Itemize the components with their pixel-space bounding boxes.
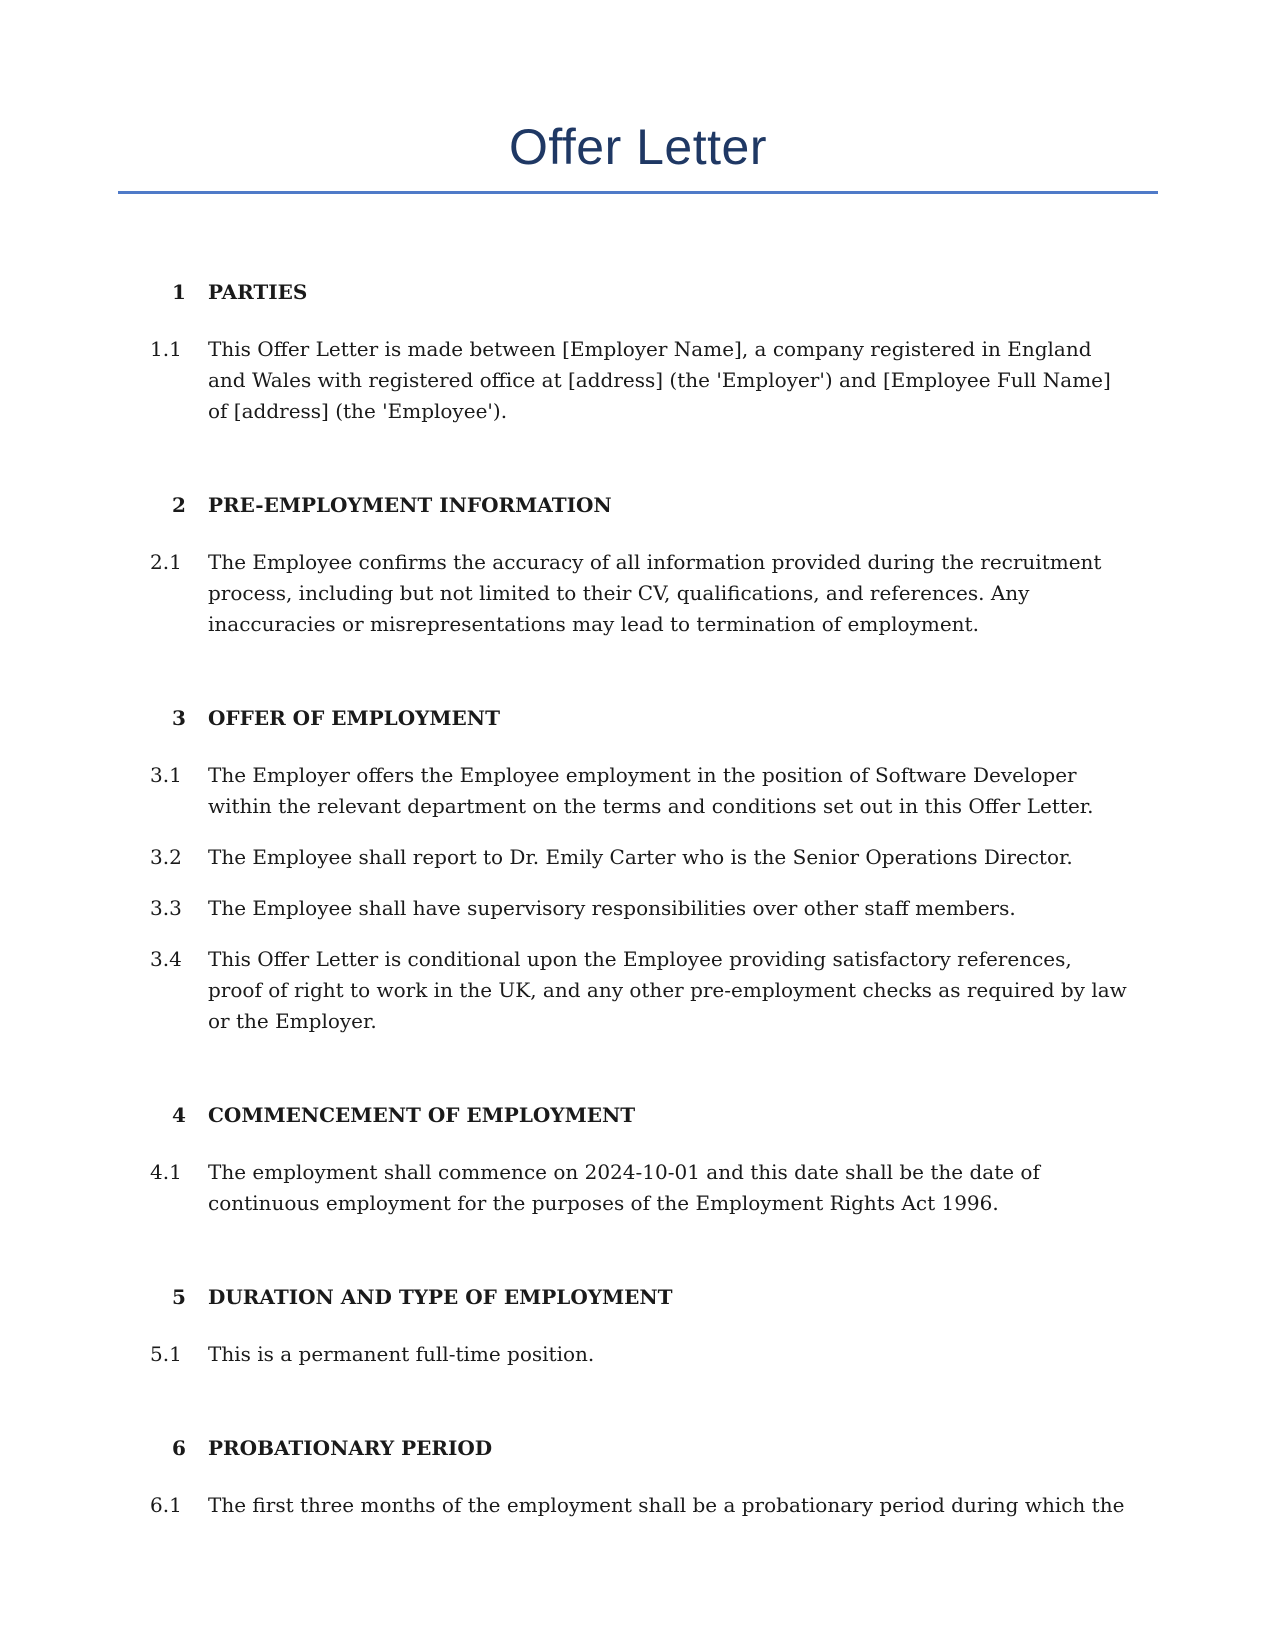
- document-title: Offer Letter: [509, 119, 767, 175]
- clause: [150, 944, 1130, 1037]
- section-title: PARTIES: [208, 280, 308, 304]
- section-number: 6: [172, 1436, 186, 1460]
- section-heading: [150, 1283, 1130, 1311]
- clause-number: 4.1: [150, 1160, 182, 1184]
- section-offer-of-employment: [150, 704, 1130, 1037]
- clause: [150, 1157, 1130, 1219]
- section-title: COMMENCEMENT OF EMPLOYMENT: [208, 1103, 636, 1127]
- clause-text: This Offer Letter is made between [Employer Name], a company registered in England and Wales with registered office at [address] (the 'Employer') and [Employee Full Name] of [address] (the 'Employee').: [208, 337, 1111, 423]
- section-heading: [150, 491, 1130, 519]
- document-body: [150, 278, 1130, 1585]
- clause-number: 5.1: [150, 1342, 182, 1366]
- section-title: PRE-EMPLOYMENT INFORMATION: [208, 493, 612, 517]
- section-number: 5: [172, 1285, 186, 1309]
- clause-text: The first three months of the employment shall be a probationary period during which the: [208, 1493, 1125, 1517]
- clause-number: 6.1: [150, 1493, 182, 1517]
- section-commencement-of-employment: [150, 1101, 1130, 1219]
- clause: [150, 893, 1130, 924]
- clause-text: The Employer offers the Employee employment in the position of Software Developer within the relevant department on the terms and conditions set out in this Offer Letter.: [208, 763, 1094, 818]
- section-title: DURATION AND TYPE OF EMPLOYMENT: [208, 1285, 673, 1309]
- section-number: 3: [172, 706, 186, 730]
- clause-number: 1.1: [150, 337, 182, 361]
- clause-text: This Offer Letter is conditional upon the Employee providing satisfactory references, proof of right to work in the UK, and any other pre-employment checks as required by law or the Employer.: [208, 947, 1127, 1033]
- title-underline: [118, 191, 1158, 194]
- clause: [150, 547, 1130, 640]
- clause: [150, 1490, 1130, 1521]
- section-heading: [150, 1101, 1130, 1129]
- section-number: 1: [172, 280, 186, 304]
- clause: [150, 334, 1130, 427]
- clause-number: 3.1: [150, 763, 182, 787]
- clause-text: This is a permanent full-time position.: [208, 1342, 595, 1366]
- clause-text: The Employee shall report to Dr. Emily Carter who is the Senior Operations Director.: [208, 845, 1073, 869]
- clause: [150, 760, 1130, 822]
- clause-number: 3.2: [150, 845, 182, 869]
- section-pre-employment-information: [150, 491, 1130, 640]
- section-title: OFFER OF EMPLOYMENT: [208, 706, 500, 730]
- section-number: 4: [172, 1103, 186, 1127]
- clause: [150, 842, 1130, 873]
- section-title: PROBATIONARY PERIOD: [208, 1436, 493, 1460]
- section-heading: [150, 704, 1130, 732]
- section-number: 2: [172, 493, 186, 517]
- clause-number: 3.3: [150, 896, 182, 920]
- section-heading: [150, 278, 1130, 306]
- clause-text: The Employee confirms the accuracy of all information provided during the recruitment process, including but not limited to their CV, qualifications, and references. Any inaccuracies or misrepresentations may lead to termination of employment.: [208, 550, 1102, 636]
- clause-number: 3.4: [150, 947, 182, 971]
- section-probationary-period: [150, 1434, 1130, 1521]
- section-heading: [150, 1434, 1130, 1462]
- clause: [150, 1339, 1130, 1370]
- clause-text: The Employee shall have supervisory responsibilities over other staff members.: [208, 896, 1016, 920]
- section-duration-and-type: [150, 1283, 1130, 1370]
- clause-number: 2.1: [150, 550, 182, 574]
- section-parties: [150, 278, 1130, 427]
- clause-text: The employment shall commence on 2024-10-01 and this date shall be the date of continuous employment for the purposes of the Employment Rights Act 1996.: [208, 1160, 1040, 1215]
